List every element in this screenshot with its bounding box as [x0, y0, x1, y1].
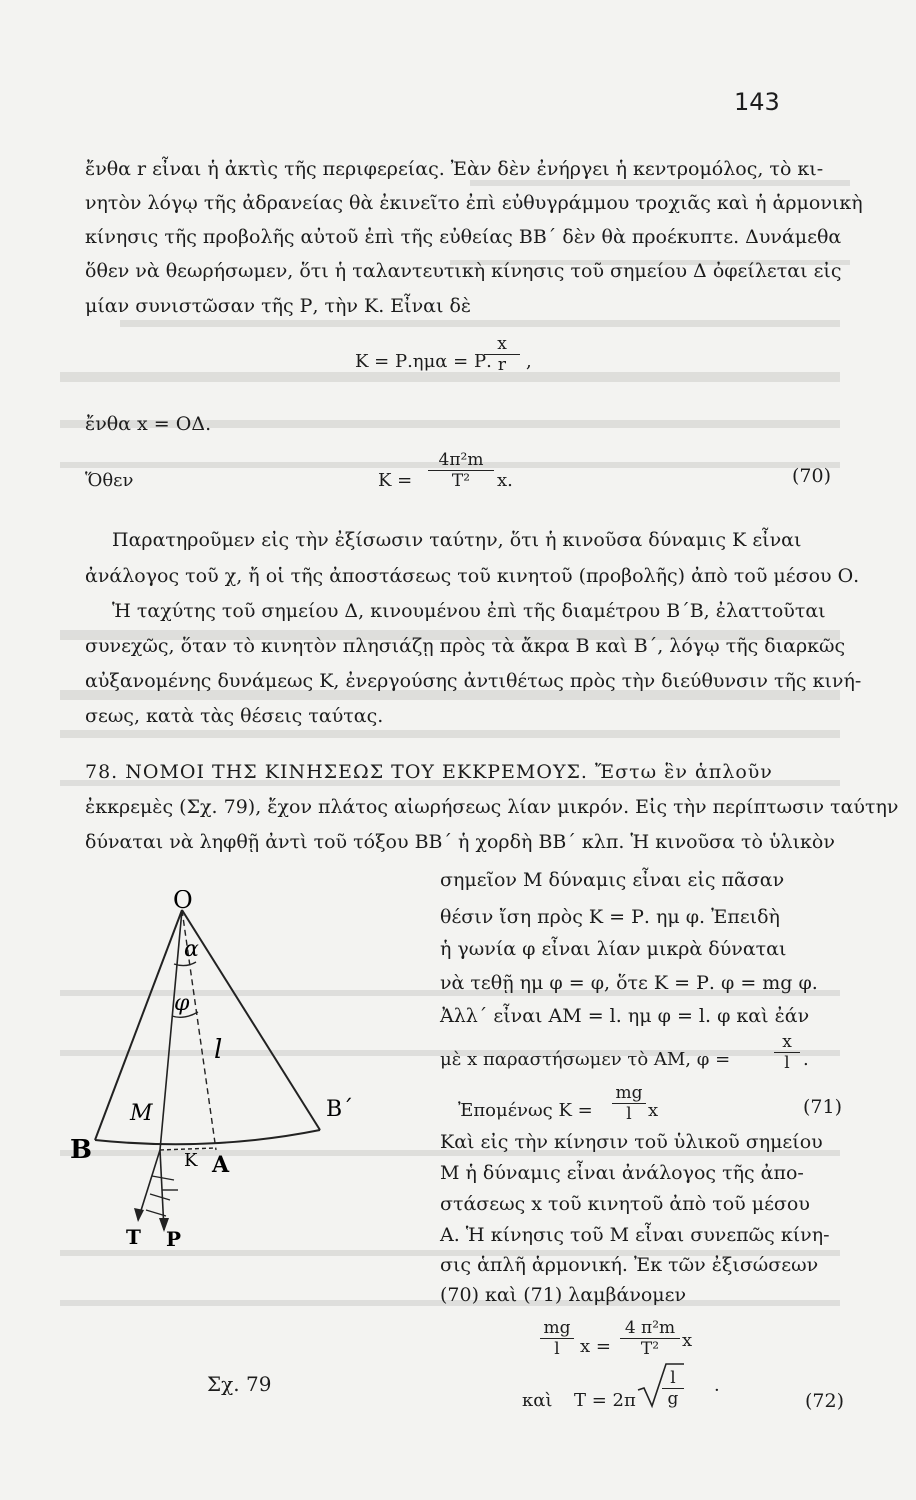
eq72-dot: · [714, 1380, 720, 1401]
arc [95, 1130, 320, 1144]
text-line: σημεῖον Μ δύναμις εἶναι εἰς πᾶσαν [440, 869, 785, 891]
equation-number: (72) [805, 1390, 845, 1412]
label-m: Μ [130, 1101, 153, 1126]
pendulum-right-edge [182, 910, 320, 1130]
section-heading: 78. ΝΟΜΟΙ ΤΗΣ ΚΙΝΗΣΕΩΣ ΤΟΥ ΕΚΚΡΕΜΟΥΣ. Ἔστω ἓν ἁπλοῦν [85, 761, 773, 783]
text-line: ἀνάλογος τοῦ χ, ἤ οἱ τῆς ἀποστάσεως τοῦ κινητοῦ (προβολῆς) ἀπὸ τοῦ μέσου Ο. [85, 565, 860, 587]
equation-k-fraction [484, 334, 520, 375]
fraction-numerator: mg [540, 1318, 574, 1339]
label-a: Α [212, 1152, 230, 1178]
label-length: l [214, 1035, 223, 1065]
eq71-fraction [612, 1083, 646, 1124]
equation-number: (70) [792, 465, 832, 487]
text-line: Ἀλλ΄ εἶναι ΑΜ = l. ημ φ = l. φ καὶ ἐάν [440, 1005, 810, 1027]
text-line: Μ ἡ δύναμις εἶναι ἀνάλογος τῆς ἀπο- [440, 1162, 804, 1184]
text-line: μίαν συνιστῶσαν τῆς Ρ, τὴν Κ. Εἶναι δὲ [85, 295, 472, 317]
fraction-numerator: x [774, 1032, 800, 1053]
text-line: κίνησις τῆς προβολῆς αὐτοῦ ἐπὶ τῆς εὐθείας ΒΒ΄ δὲν θὰ προέκυπτε. Δυνάμεθα [85, 226, 842, 248]
text-line: ἐκκρεμὲς (Σχ. 79), ἔχον πλάτος αἰωρήσεως λίαν μικρόν. Εἰς τὴν περίπτωσιν ταύτην [85, 796, 899, 818]
page-number: 143 [734, 88, 780, 116]
equation-number: (71) [803, 1096, 843, 1118]
label-p: Ρ [166, 1227, 182, 1251]
label-o: O [173, 890, 193, 914]
fraction-denominator: r [497, 355, 507, 375]
text-line: δύναται νὰ ληφθῇ ἀντὶ τοῦ τόξου ΒΒ΄ ἡ χορδὴ ΒΒ΄ κλπ. Ἡ κινοῦσα τὸ ὑλικὸν [85, 831, 835, 853]
text-line: Παρατηροῦμεν εἰς τὴν ἐξίσωσιν ταύτην, ὅτι ἡ κινοῦσα δύναμις Κ εἶναι [112, 529, 802, 551]
text-line: στάσεως x τοῦ κινητοῦ ἀπὸ τοῦ μέσου [440, 1193, 810, 1215]
fraction-numerator: l [662, 1368, 684, 1389]
text-line: αὐξανομένης δυνάμεως Κ, ἐνεργούσης ἀντιθέτως πρὸς τὴν διεύθυνσιν τῆς κινή- [85, 670, 862, 692]
figure-caption: Σχ. 79 [207, 1372, 272, 1396]
fraction-denominator: l [784, 1053, 790, 1073]
phi-tail: . [803, 1049, 809, 1070]
eq72-prefix: καὶ [522, 1390, 553, 1411]
eq72-fraction [662, 1368, 684, 1409]
eq72-lhs: Τ = 2π [574, 1390, 636, 1411]
label-b-prime: Β΄ [326, 1097, 354, 1122]
combined-mid: x = [580, 1336, 611, 1357]
eq70-lhs: Κ = [378, 470, 413, 491]
equation-k-tail: , [526, 351, 532, 372]
text-line: νητὸν λόγῳ τῆς ἀδρανείας θὰ ἐκινεῖτο ἐπὶ εὐθυγράμμου τροχιᾶς καὶ ἡ ἁρμονικὴ [85, 192, 863, 214]
phi-fraction [774, 1032, 800, 1073]
text-line: (70) καὶ (71) λαμβάνομεν [440, 1284, 687, 1306]
pendulum-figure [70, 890, 370, 1370]
equation-k-lhs: Κ = Ρ.ημα = Ρ. [355, 351, 492, 372]
text-line: Α. Ἡ κίνησις τοῦ Μ εἶναι συνεπῶς κίνη- [440, 1224, 830, 1246]
text-line: σεως, κατὰ τὰς θέσεις ταύτας. [85, 705, 384, 727]
tension-arrowhead [134, 1208, 144, 1222]
text-line: σις ἁπλῆ ἁρμονική. Ἐκ τῶν ἐξισώσεων [440, 1254, 819, 1276]
fraction-denominator: g [667, 1389, 679, 1409]
hatch-line [152, 1176, 174, 1180]
eq70-fraction [428, 450, 494, 491]
fraction-denominator: Τ² [640, 1339, 660, 1359]
fraction-denominator: l [626, 1104, 632, 1124]
label-phi: φ [174, 991, 190, 1016]
combined-fraction-right [620, 1318, 680, 1359]
label-alpha: α [184, 937, 199, 962]
fraction-denominator: Τ² [451, 471, 471, 491]
text-line: Ἡ ταχύτης τοῦ σημείου Δ, κινουμένου ἐπὶ τῆς διαμέτρου Β΄Β, ἐλαττοῦται [112, 600, 826, 622]
fraction-numerator: 4 π²m [620, 1318, 680, 1339]
label-t: Τ [126, 1225, 141, 1249]
eq71-prefix: Ἐπομένως Κ = [458, 1100, 593, 1121]
eq70-prefix: Ὅθεν [85, 470, 134, 491]
text-line: ὅθεν νὰ θεωρήσωμεν, ὅτι ἡ ταλαντευτικὴ κίνησις τοῦ σημείου Δ ὀφείλεται εἰς [85, 260, 842, 282]
text-line: θέσιν ἴση πρὸς Κ = Ρ. ημ φ. Ἐπειδὴ [440, 906, 780, 928]
eq70-tail: x. [497, 470, 513, 491]
pendulum-string [160, 910, 182, 1150]
fraction-denominator: l [554, 1339, 560, 1359]
label-b: Β [70, 1135, 92, 1165]
text-line: ἔνθα r εἶναι ἡ ἀκτὶς τῆς περιφερείας. Ἐὰν δὲν ἐνήργει ἡ κεντρομόλος, τὸ κι- [85, 158, 824, 180]
text-line: συνεχῶς, ὅταν τὸ κινητὸν πλησιάζῃ πρὸς τὰ ἄκρα Β καὶ Β΄, λόγῳ τῆς διαρκῶς [85, 635, 846, 657]
phi-definition: μὲ x παραστήσωμεν τὸ ΑΜ, φ = [440, 1049, 731, 1070]
fraction-numerator: x [484, 334, 520, 355]
hatch-line [150, 1194, 170, 1200]
text-line: ἔνθα x = ΟΔ. [85, 413, 212, 435]
text-line: ἡ γωνία φ εἶναι λίαν μικρὰ δύναται [440, 938, 787, 960]
text-line: Καὶ εἰς τὴν κίνησιν τοῦ ὑλικοῦ σημείου [440, 1131, 823, 1153]
label-k: Κ [184, 1150, 198, 1171]
combined-tail: x [682, 1330, 693, 1351]
combined-fraction-left [540, 1318, 574, 1359]
text-line: νὰ τεθῇ ημ φ = φ, ὅτε Κ = Ρ. φ = mg φ. [440, 972, 818, 994]
fraction-numerator: mg [612, 1083, 646, 1104]
eq71-tail: x [648, 1100, 659, 1121]
fraction-numerator: 4π²m [428, 450, 494, 471]
